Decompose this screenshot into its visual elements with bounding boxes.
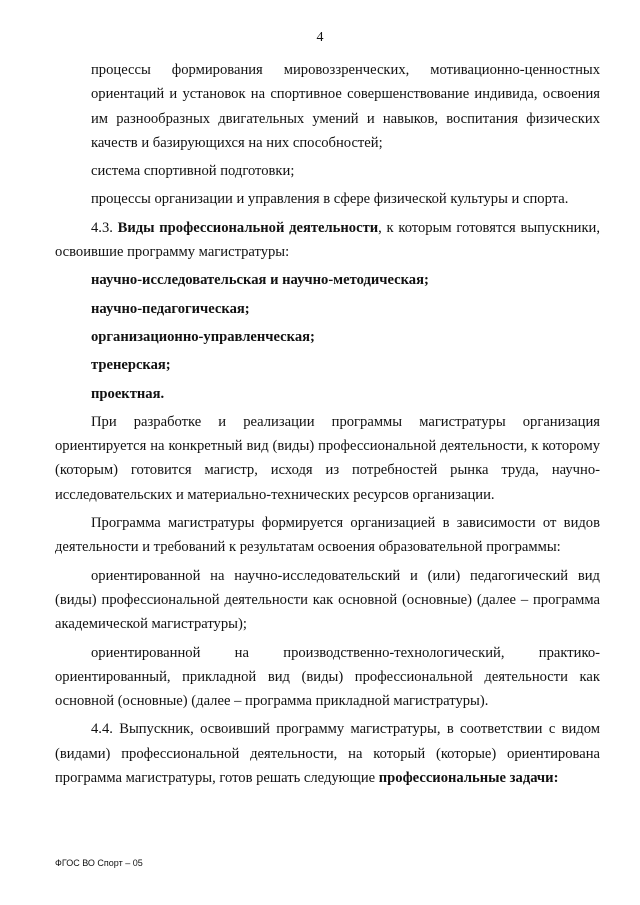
section-4-4 — [55, 717, 600, 790]
paragraph-text: процессы формирования мировоззренческих, мотивационно-ценностных ориентаций и установок на спортивное совершенствование индивида, освоения им разнообразных двигательных умений и навыков, воспитания физических качеств и базирующихся на них способностей; — [91, 62, 600, 151]
activity-type: тренерская; — [91, 357, 171, 374]
paragraph: При разработке и реализации программы магистратуры организация ориентируется на конкретный вид (виды) профессиональной деятельности, к которому (которым) готовится магистр, исходя из потребностей рынка труда, научно-исследовательских и материально-технических ресурсов организации. — [55, 413, 600, 503]
activity-type: научно-педагогическая; — [91, 300, 250, 317]
paragraph: ориентированной на производственно-технологический, практико-ориентированный, прикладной вид (виды) профессиональной деятельности как основной (основные) (далее – программа прикладной магистратуры). — [55, 644, 600, 710]
activity-type: организационно-управленческая; — [91, 328, 315, 345]
section-bold-text: профессиональные задачи: — [378, 770, 559, 787]
paragraph: Программа магистратуры формируется организацией в зависимости от видов деятельности и требований к результатам освоения образовательной программы: — [55, 515, 600, 556]
paragraph — [55, 159, 600, 183]
paragraph — [55, 187, 600, 211]
section-text: 4.4. Выпускник, освоивший программу магистратуры, в соответствии с видом (видами) профессиональной деятельности, на который (которые) ориентирована программа магистратуры, готов решать следующие — [55, 721, 600, 787]
activity-type: научно-исследовательская и научно-методическая; — [91, 272, 429, 289]
footer-label: ФГОС ВО Спорт – 05 — [55, 858, 143, 868]
activity-type: проектная. — [91, 385, 165, 402]
paragraph-text: система спортивной подготовки; — [91, 163, 295, 180]
page-number: 4 — [316, 30, 324, 45]
section-bold-heading: Виды профессиональной деятельности — [117, 219, 379, 236]
paragraph-text: процессы организации и управления в сфере физической культуры и спорта. — [91, 191, 569, 208]
document-body — [55, 58, 600, 790]
paragraph: ориентированной на научно-исследовательский и (или) педагогический вид (виды) профессиональной деятельности как основной (основные) (далее – программа академической магистратуры); — [55, 567, 600, 633]
section-number: 4.3. — [91, 219, 113, 236]
section-4-3 — [55, 216, 600, 265]
paragraph — [55, 58, 600, 155]
section-text: , к которым готовятся выпускники, освоившие программу магистратуры: — [55, 219, 600, 261]
